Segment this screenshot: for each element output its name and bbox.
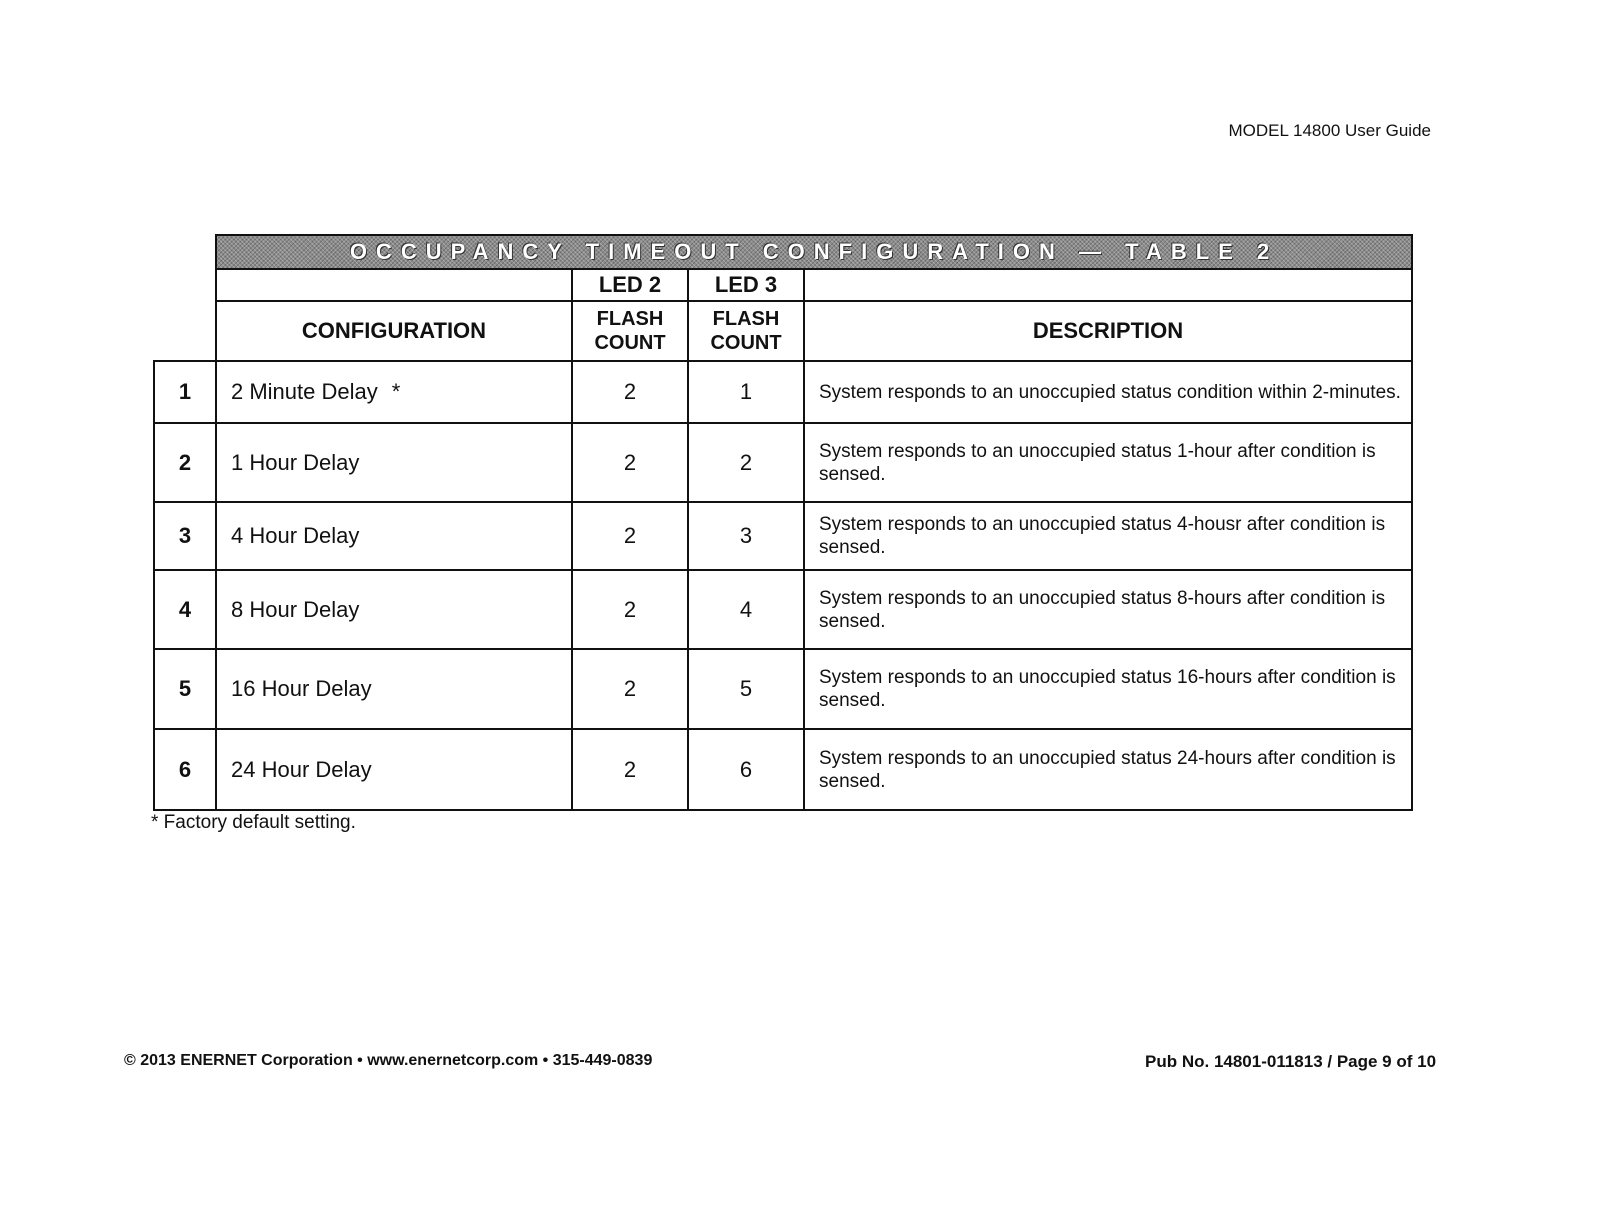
row-number: 3 bbox=[154, 502, 216, 570]
led3-flash-count: 3 bbox=[688, 502, 804, 570]
led2-flash-count-header: FLASH COUNT bbox=[572, 301, 688, 361]
description-cell: System responds to an unoccupied status 16-hours after condition is sensed. bbox=[804, 649, 1412, 729]
table-row bbox=[154, 361, 1412, 423]
led2-flash-count: 2 bbox=[572, 649, 688, 729]
configuration-label: 4 Hour Delay bbox=[231, 523, 360, 548]
led3-flash-count-header: FLASH COUNT bbox=[688, 301, 804, 361]
default-marker: * bbox=[391, 379, 401, 404]
led3-header: LED 3 bbox=[688, 269, 804, 301]
table-row bbox=[154, 729, 1412, 810]
configuration-cell bbox=[216, 423, 572, 502]
led2-flash-count: 2 bbox=[572, 361, 688, 423]
occupancy-timeout-table bbox=[153, 234, 1413, 811]
configuration-header: CONFIGURATION bbox=[216, 301, 572, 361]
led3-flash-count: 2 bbox=[688, 423, 804, 502]
footnote: * Factory default setting. bbox=[151, 812, 356, 833]
table-row bbox=[154, 502, 1412, 570]
description-cell: System responds to an unoccupied status 1-hour after condition is sensed. bbox=[804, 423, 1412, 502]
configuration-label: 1 Hour Delay bbox=[231, 449, 360, 475]
configuration-cell bbox=[216, 570, 572, 649]
configuration-label: 24 Hour Delay bbox=[231, 756, 372, 782]
description-header: DESCRIPTION bbox=[804, 301, 1412, 361]
row-number: 4 bbox=[154, 570, 216, 649]
configuration-cell bbox=[216, 649, 572, 729]
footer-publication: Pub No. 14801-011813 / Page 9 of 10 bbox=[1145, 1052, 1437, 1071]
led2-flash-count: 2 bbox=[572, 423, 688, 502]
table-row bbox=[154, 649, 1412, 729]
table-row bbox=[154, 423, 1412, 502]
led3-flash-count: 5 bbox=[688, 649, 804, 729]
row-number: 1 bbox=[154, 361, 216, 423]
guide-title: MODEL 14800 User Guide bbox=[1228, 121, 1431, 140]
led2-flash-count: 2 bbox=[572, 570, 688, 649]
led3-flash-count: 4 bbox=[688, 570, 804, 649]
row-number: 2 bbox=[154, 423, 216, 502]
led2-header: LED 2 bbox=[572, 269, 688, 301]
row-number: 6 bbox=[154, 729, 216, 810]
desc-header-top-blank bbox=[804, 269, 1412, 301]
configuration-cell bbox=[216, 729, 572, 810]
footer-copyright: © 2013 ENERNET Corporation • www.enernetcorp.com • 315-449-0839 bbox=[124, 1052, 653, 1069]
description-cell: System responds to an unoccupied status condition within 2-minutes. bbox=[804, 361, 1412, 423]
row-number: 5 bbox=[154, 649, 216, 729]
configuration-cell bbox=[216, 502, 572, 570]
corner-blank bbox=[154, 235, 216, 269]
occupancy-timeout-table-container bbox=[153, 234, 1413, 811]
led3-flash-count: 6 bbox=[688, 729, 804, 810]
configuration-cell bbox=[216, 361, 572, 423]
description-cell: System responds to an unoccupied status 4-housr after condition is sensed. bbox=[804, 502, 1412, 570]
led3-flash-count: 1 bbox=[688, 361, 804, 423]
table-row bbox=[154, 570, 1412, 649]
description-cell: System responds to an unoccupied status 24-hours after condition is sensed. bbox=[804, 729, 1412, 810]
led2-flash-count: 2 bbox=[572, 729, 688, 810]
config-header-top-blank bbox=[216, 269, 572, 301]
configuration-label: 16 Hour Delay bbox=[231, 676, 372, 701]
table-title: OCCUPANCY TIMEOUT CONFIGURATION — TABLE 2 bbox=[216, 235, 1412, 269]
led2-flash-count: 2 bbox=[572, 502, 688, 570]
configuration-label: 8 Hour Delay bbox=[231, 596, 360, 622]
configuration-label: 2 Minute Delay bbox=[231, 379, 378, 404]
description-cell: System responds to an unoccupied status 8-hours after condition is sensed. bbox=[804, 570, 1412, 649]
